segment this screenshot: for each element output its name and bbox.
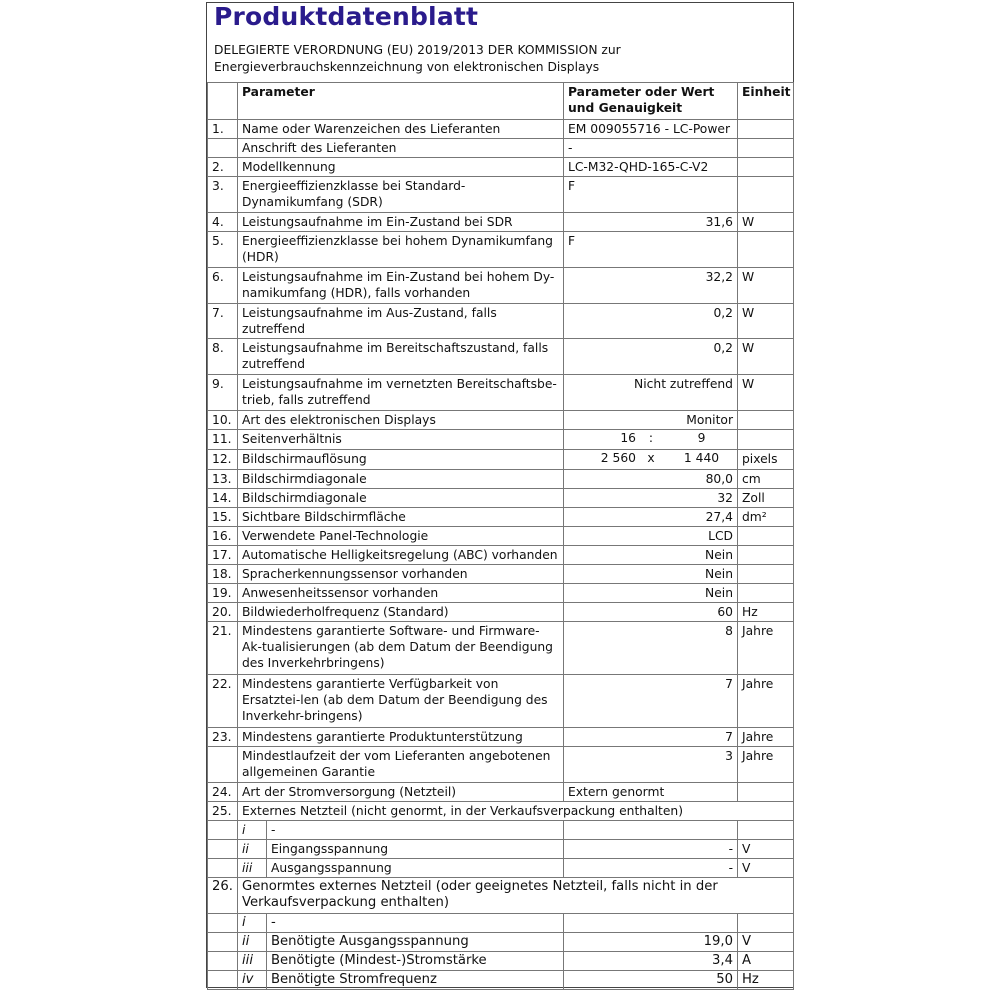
row-parameter: Mindestens garantierte Produktunterstützung [238, 728, 564, 747]
row-number: 12. [208, 450, 238, 470]
table-row [208, 232, 794, 268]
sub-unit [738, 821, 794, 840]
sub-index: iv [238, 971, 267, 990]
row-value [564, 450, 738, 470]
row-unit [738, 232, 794, 268]
sub-row [208, 914, 794, 933]
row-number: 6. [208, 268, 238, 304]
row-value: 31,6 [564, 213, 738, 232]
row-value: EM 009055716 - LC-Power [564, 120, 738, 139]
row-parameter: Energieeffizienzklasse bei hohem Dynamikumfang (HDR) [238, 232, 564, 268]
row-number: 21. [208, 622, 238, 675]
sub-row [208, 821, 794, 840]
row-parameter: Leistungsaufnahme im Ein-Zustand bei SDR [238, 213, 564, 232]
row-value: Monitor [564, 411, 738, 430]
row-parameter: Bildwiederholfrequenz (Standard) [238, 603, 564, 622]
table-row [208, 450, 794, 470]
sub-parameter: Eingangsspannung [267, 840, 564, 859]
sub-unit: A [738, 952, 794, 971]
value-b: 1 440 [683, 451, 720, 465]
row-parameter: Anwesenheitssensor vorhanden [238, 584, 564, 603]
table-header [208, 83, 794, 120]
row-value: 0,2 [564, 304, 738, 339]
row-number: 11. [208, 430, 238, 450]
row-parameter: Mindestens garantierte Verfügbarkeit von Ersatztei-len (ab dem Datum der Beendigung des Inverkehr-bringens) [238, 675, 564, 728]
row-number: 4. [208, 213, 238, 232]
row-number: 14. [208, 489, 238, 508]
table-row [208, 747, 794, 783]
row-number: 19. [208, 584, 238, 603]
sub-parameter: Benötigte Stromfrequenz [267, 971, 564, 990]
sub-index: iii [238, 952, 267, 971]
sub-unit: Hz [738, 971, 794, 990]
row-number: 5. [208, 232, 238, 268]
row-parameter: Seitenverhältnis [238, 430, 564, 450]
table-row [208, 622, 794, 675]
value-separator: x [647, 451, 655, 465]
row-value: LCD [564, 527, 738, 546]
row-unit: Hz [738, 603, 794, 622]
row-number [208, 840, 238, 859]
regulation-line-1: DELEGIERTE VERORDNUNG (EU) 2019/2013 DER KOMMISSION zur [214, 43, 621, 57]
row-unit [738, 158, 794, 177]
table-row [208, 120, 794, 139]
split-value [564, 450, 737, 469]
row-parameter: Name oder Warenzeichen des Lieferanten [238, 120, 564, 139]
sub-value [564, 914, 738, 933]
sub-parameter: Benötigte (Mindest-)Stromstärke [267, 952, 564, 971]
sub-value: 19,0 [564, 933, 738, 952]
row-unit: W [738, 375, 794, 411]
table-row [208, 675, 794, 728]
row-number: 3. [208, 177, 238, 213]
sub-unit: V [738, 933, 794, 952]
row-value: Nein [564, 584, 738, 603]
sub-row [208, 971, 794, 990]
row-parameter: Bildschirmdiagonale [238, 489, 564, 508]
split-value [564, 430, 737, 449]
regulation-line-2: Energieverbrauchskennzeichnung von elektronischen Displays [214, 60, 600, 74]
group-label: Genormtes externes Netzteil (oder geeignetes Netzteil, falls nicht in der Verkaufsverpackung enthalten) [238, 878, 794, 914]
row-value: LC-M32-QHD-165-C-V2 [564, 158, 738, 177]
table-row [208, 489, 794, 508]
row-value [564, 430, 738, 450]
sub-index: i [238, 914, 267, 933]
sub-row [208, 840, 794, 859]
sub-parameter: - [267, 821, 564, 840]
row-unit: Zoll [738, 489, 794, 508]
row-number: 16. [208, 527, 238, 546]
row-number [208, 914, 238, 933]
row-unit: Jahre [738, 622, 794, 675]
table-row [208, 411, 794, 430]
sub-parameter: Ausgangsspannung [267, 859, 564, 878]
row-number: 1. [208, 120, 238, 139]
row-unit [738, 139, 794, 158]
sub-value: 50 [564, 971, 738, 990]
row-number [208, 952, 238, 971]
row-number [208, 821, 238, 840]
table-row [208, 339, 794, 375]
row-number: 18. [208, 565, 238, 584]
table-row [208, 470, 794, 489]
table-row [208, 375, 794, 411]
row-value: 0,2 [564, 339, 738, 375]
row-parameter: Art der Stromversorgung (Netzteil) [238, 783, 564, 802]
datasheet-table [207, 82, 794, 990]
row-parameter: Mindestens garantierte Software- und Firmware-Ak-tualisierungen (ab dem Datum der Beendigung des Inverkehrbringens) [238, 622, 564, 675]
sub-index: iii [238, 859, 267, 878]
value-separator: : [648, 431, 654, 445]
row-value: Extern genormt [564, 783, 738, 802]
row-value: 32 [564, 489, 738, 508]
value-a: 16 [620, 431, 636, 445]
row-unit: W [738, 304, 794, 339]
table-row [208, 783, 794, 802]
row-unit: Jahre [738, 747, 794, 783]
row-number: 15. [208, 508, 238, 527]
row-unit: dm² [738, 508, 794, 527]
group-label: Externes Netzteil (nicht genormt, in der Verkaufsverpackung enthalten) [238, 802, 794, 821]
table-row [208, 603, 794, 622]
row-value: F [564, 232, 738, 268]
row-value: 7 [564, 675, 738, 728]
row-unit [738, 177, 794, 213]
row-number: 2. [208, 158, 238, 177]
row-unit: pixels [738, 450, 794, 470]
row-unit [738, 120, 794, 139]
row-number: 8. [208, 339, 238, 375]
row-parameter: Leistungsaufnahme im vernetzten Bereitschaftsbe-trieb, falls zutreffend [238, 375, 564, 411]
row-parameter: Mindestlaufzeit der vom Lieferanten angebotenen allgemeinen Garantie [238, 747, 564, 783]
row-parameter: Leistungsaufnahme im Bereitschaftszustand, falls zutreffend [238, 339, 564, 375]
row-parameter: Energieeffizienzklasse bei Standard-Dynamikumfang (SDR) [238, 177, 564, 213]
row-unit [738, 584, 794, 603]
row-parameter: Modellkennung [238, 158, 564, 177]
row-unit [738, 546, 794, 565]
row-number: 20. [208, 603, 238, 622]
row-value: - [564, 139, 738, 158]
row-number: 10. [208, 411, 238, 430]
header-unit: Einheit [738, 83, 794, 120]
row-unit [738, 411, 794, 430]
row-value: 60 [564, 603, 738, 622]
header-value: Parameter oder Wert und Genauigkeit [564, 83, 738, 120]
sub-parameter: Benötigte Ausgangsspannung [267, 933, 564, 952]
row-unit: Jahre [738, 728, 794, 747]
header-parameter: Parameter [238, 83, 564, 120]
row-number: 13. [208, 470, 238, 489]
row-unit: cm [738, 470, 794, 489]
table-row [208, 304, 794, 339]
table-row [208, 527, 794, 546]
sub-unit: V [738, 840, 794, 859]
sub-row [208, 933, 794, 952]
page-title: Produktdatenblatt [214, 2, 479, 31]
sub-value [564, 821, 738, 840]
sub-value: 3,4 [564, 952, 738, 971]
row-value: Nicht zutreffend [564, 375, 738, 411]
row-number [208, 933, 238, 952]
row-unit [738, 565, 794, 584]
sub-row [208, 952, 794, 971]
row-parameter: Verwendete Panel-Technologie [238, 527, 564, 546]
table-row [208, 158, 794, 177]
row-number [208, 747, 238, 783]
table-row [208, 565, 794, 584]
row-parameter: Spracherkennungssensor vorhanden [238, 565, 564, 584]
row-value: 80,0 [564, 470, 738, 489]
row-number: 9. [208, 375, 238, 411]
row-number: 25. [208, 802, 238, 821]
header-no [208, 83, 238, 120]
row-unit [738, 430, 794, 450]
table-row-group-header [208, 802, 794, 821]
row-parameter: Art des elektronischen Displays [238, 411, 564, 430]
row-unit: W [738, 268, 794, 304]
row-value: Nein [564, 546, 738, 565]
row-unit: W [738, 213, 794, 232]
row-parameter: Automatische Helligkeitsregelung (ABC) vorhanden [238, 546, 564, 565]
row-value: 8 [564, 622, 738, 675]
row-parameter: Bildschirmdiagonale [238, 470, 564, 489]
table-row [208, 584, 794, 603]
row-parameter: Leistungsaufnahme im Aus-Zustand, falls zutreffend [238, 304, 564, 339]
row-number [208, 139, 238, 158]
sub-row [208, 859, 794, 878]
row-number: 23. [208, 728, 238, 747]
sub-unit: V [738, 859, 794, 878]
sub-parameter: - [267, 914, 564, 933]
row-unit: W [738, 339, 794, 375]
row-number: 17. [208, 546, 238, 565]
sub-index: ii [238, 933, 267, 952]
table-row [208, 268, 794, 304]
row-value: 3 [564, 747, 738, 783]
row-unit: Jahre [738, 675, 794, 728]
row-value: Nein [564, 565, 738, 584]
sub-value: - [564, 859, 738, 878]
row-unit [738, 527, 794, 546]
row-number [208, 859, 238, 878]
value-b: 9 [697, 431, 706, 445]
table-row [208, 213, 794, 232]
value-a: 2 560 [600, 451, 636, 465]
row-value: 27,4 [564, 508, 738, 527]
row-number: 24. [208, 783, 238, 802]
table-row [208, 508, 794, 527]
row-number [208, 971, 238, 990]
row-parameter: Leistungsaufnahme im Ein-Zustand bei hohem Dy-namikumfang (HDR), falls vorhanden [238, 268, 564, 304]
sub-index: i [238, 821, 267, 840]
table-row-group-header [208, 878, 794, 914]
row-parameter: Sichtbare Bildschirmfläche [238, 508, 564, 527]
row-unit [738, 783, 794, 802]
row-parameter: Anschrift des Lieferanten [238, 139, 564, 158]
table-row [208, 728, 794, 747]
row-number: 7. [208, 304, 238, 339]
table-row [208, 430, 794, 450]
row-value: F [564, 177, 738, 213]
table-row [208, 177, 794, 213]
row-value: 32,2 [564, 268, 738, 304]
sub-unit [738, 914, 794, 933]
row-number: 22. [208, 675, 238, 728]
sub-index: ii [238, 840, 267, 859]
row-number: 26. [208, 878, 238, 914]
table-row [208, 546, 794, 565]
sub-value: - [564, 840, 738, 859]
table-row [208, 139, 794, 158]
row-value: 7 [564, 728, 738, 747]
row-parameter: Bildschirmauflösung [238, 450, 564, 470]
